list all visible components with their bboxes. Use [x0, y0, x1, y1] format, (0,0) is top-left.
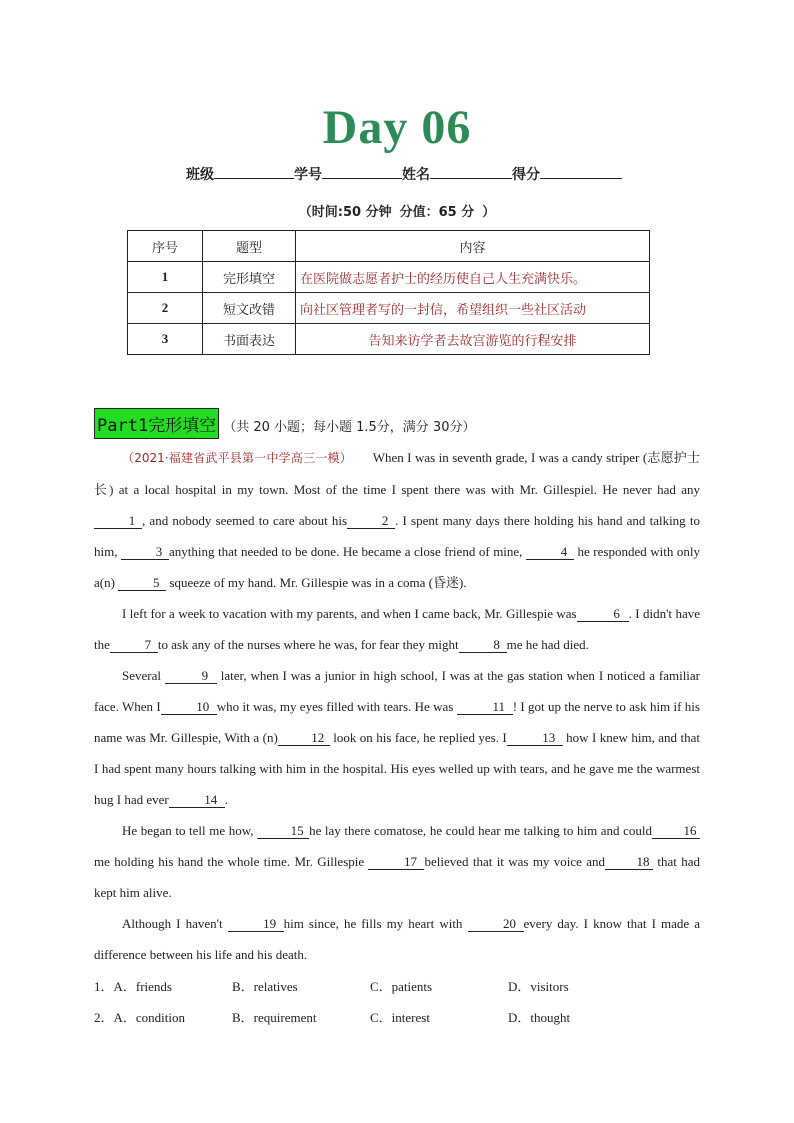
- passage-text: ! I got up the nerve to ask him if his name was Mr. Gillespie, With a (n): [94, 699, 700, 745]
- passage-text: anything that needed to be done. He became a close friend of mine,: [169, 544, 526, 559]
- passage-text: me holding his hand the whole time. Mr. Gillespie: [94, 854, 369, 869]
- passage-text: Although I haven't: [122, 916, 228, 931]
- blank-13[interactable]: 13: [507, 731, 563, 746]
- option-a[interactable]: 1．A．friends: [94, 979, 172, 994]
- header-type: 题型: [203, 231, 296, 262]
- blank-10[interactable]: 10: [161, 700, 217, 715]
- score-label: 得分: [512, 167, 540, 183]
- blank-17[interactable]: 17: [368, 855, 424, 870]
- passage-text: how I knew him, and that I had spent many hours talking with him in the hospital. His eyes welled up with tears, and he gave me the warmest hug I had ever: [94, 730, 700, 807]
- blank-12[interactable]: 12: [278, 731, 330, 746]
- row-type: 完形填空: [203, 262, 296, 293]
- passage-text: Several: [122, 668, 165, 683]
- time-score-info: [0, 201, 794, 220]
- passage-text: When I was in seventh grade, I was a candy striper (志愿护士长) at a local hospital in my town. Most of the time I spent there was with Mr. Gillespiel. He never had any: [94, 450, 701, 497]
- option-a[interactable]: 2．A．condition: [94, 1010, 185, 1025]
- passage-text: to ask any of the nurses where he was, for fear they might: [157, 637, 459, 652]
- passage-text: who it was, my eyes filled with tears. He was: [216, 699, 457, 714]
- passage-text: that had kept him alive.: [94, 854, 700, 900]
- overview-table: [127, 230, 650, 355]
- time-close: ）: [482, 205, 496, 220]
- score-total-label: 分值：65 分: [399, 205, 475, 220]
- score-field[interactable]: [540, 164, 622, 179]
- blank-19[interactable]: 19: [228, 917, 284, 932]
- passage-paragraph: [94, 598, 700, 660]
- part1-note: （共 20 小题；每小题 1.5分，满分 30分）: [223, 420, 476, 435]
- passage-text: , and nobody seemed to care about his: [142, 513, 348, 528]
- question-row: [94, 976, 694, 1007]
- blank-8[interactable]: 8: [459, 638, 507, 653]
- passage-text: squeeze of my hand. Mr. Gillespie was in a coma (昏迷).: [166, 575, 467, 590]
- passage-paragraph: [94, 442, 700, 598]
- part1-header: [94, 408, 475, 439]
- option-b[interactable]: B．relatives: [232, 979, 298, 994]
- blank-2[interactable]: 2: [347, 514, 395, 529]
- student-id-label: 学号: [294, 167, 322, 183]
- blank-3[interactable]: 3: [121, 545, 169, 560]
- blank-7[interactable]: 7: [110, 638, 158, 653]
- part1-tag-en: Part1: [97, 416, 149, 436]
- time-label: （时间:50 分钟: [298, 205, 392, 220]
- page-title: Day 06: [322, 101, 472, 154]
- row-number: 3: [128, 324, 203, 355]
- option-d[interactable]: D．visitors: [508, 979, 569, 994]
- row-content: 告知来访学者去故宫游览的行程安排: [296, 324, 650, 355]
- blank-9[interactable]: 9: [165, 669, 217, 684]
- passage-text: later, when I was a junior in high school, I was at the gas station when I noticed a familiar face. When I: [94, 668, 701, 714]
- passage-paragraph: [94, 660, 700, 815]
- row-content: 向社区管理者写的一封信，希望组织一些社区活动: [296, 293, 650, 324]
- name-field[interactable]: [430, 164, 512, 179]
- blank-11[interactable]: 11: [457, 700, 513, 715]
- row-number: 2: [128, 293, 203, 324]
- option-d[interactable]: D．thought: [508, 1010, 571, 1025]
- passage-text: believed that it was my voice and: [424, 854, 606, 869]
- passage-text: he lay there comatose, he could hear me talking to him and could: [309, 823, 652, 838]
- passage-text: . I didn't have the: [94, 606, 700, 652]
- blank-14[interactable]: 14: [169, 793, 225, 808]
- blank-20[interactable]: 20: [468, 917, 524, 932]
- option-b[interactable]: B．requirement: [232, 1010, 317, 1025]
- passage-text: . I spent many days there holding his hand and talking to him,: [94, 513, 700, 559]
- header-number: 序号: [128, 231, 203, 262]
- row-type: 书面表达: [203, 324, 296, 355]
- row-content: 在医院做志愿者护士的经历使自己人生充满快乐。: [296, 262, 650, 293]
- student-id-field[interactable]: [322, 164, 402, 179]
- name-label: 姓名: [402, 167, 430, 183]
- passage-text: every day. I know that I made a difference between his life and his death.: [94, 916, 700, 962]
- class-label: 班级: [186, 167, 214, 183]
- option-c[interactable]: C．patients: [370, 979, 433, 994]
- table-header-row: [128, 231, 650, 262]
- passage-text: look on his face, he replied yes. I: [329, 730, 507, 745]
- table-row: [128, 293, 650, 324]
- cloze-passage: [94, 442, 700, 970]
- blank-18[interactable]: 18: [605, 855, 653, 870]
- passage-text: .: [224, 792, 228, 807]
- blank-5[interactable]: 5: [118, 576, 166, 591]
- passage-text: him since, he fills my heart with: [283, 916, 468, 931]
- row-type: 短文改错: [203, 293, 296, 324]
- table-row: [128, 262, 650, 293]
- part1-tag-cn: 完形填空: [148, 416, 217, 436]
- class-field[interactable]: [214, 164, 294, 179]
- option-c[interactable]: C．interest: [370, 1010, 430, 1025]
- blank-1[interactable]: 1: [94, 514, 142, 529]
- passage-text: He began to tell me how,: [122, 823, 258, 838]
- passage-text: he responded with only a(n): [94, 544, 700, 590]
- blank-6[interactable]: 6: [577, 607, 629, 622]
- passage-text: me he had died.: [506, 637, 589, 652]
- blank-16[interactable]: 16: [652, 824, 700, 839]
- passage-text: I left for a week to vacation with my parents, and when I came back, Mr. Gillespie was: [122, 606, 577, 621]
- passage-paragraph: [94, 815, 700, 908]
- table-row: [128, 324, 650, 355]
- header-content: 内容: [296, 231, 650, 262]
- question-row: [94, 1007, 694, 1038]
- blank-4[interactable]: 4: [526, 545, 574, 560]
- passage-source: （2021·福建省武平县第一中学高三一模）: [122, 451, 352, 465]
- student-info-line: [186, 164, 622, 184]
- blank-15[interactable]: 15: [257, 824, 309, 839]
- passage-paragraph: [94, 908, 700, 970]
- question-options: [94, 976, 694, 1038]
- part1-tag: [94, 408, 219, 439]
- row-number: 1: [128, 262, 203, 293]
